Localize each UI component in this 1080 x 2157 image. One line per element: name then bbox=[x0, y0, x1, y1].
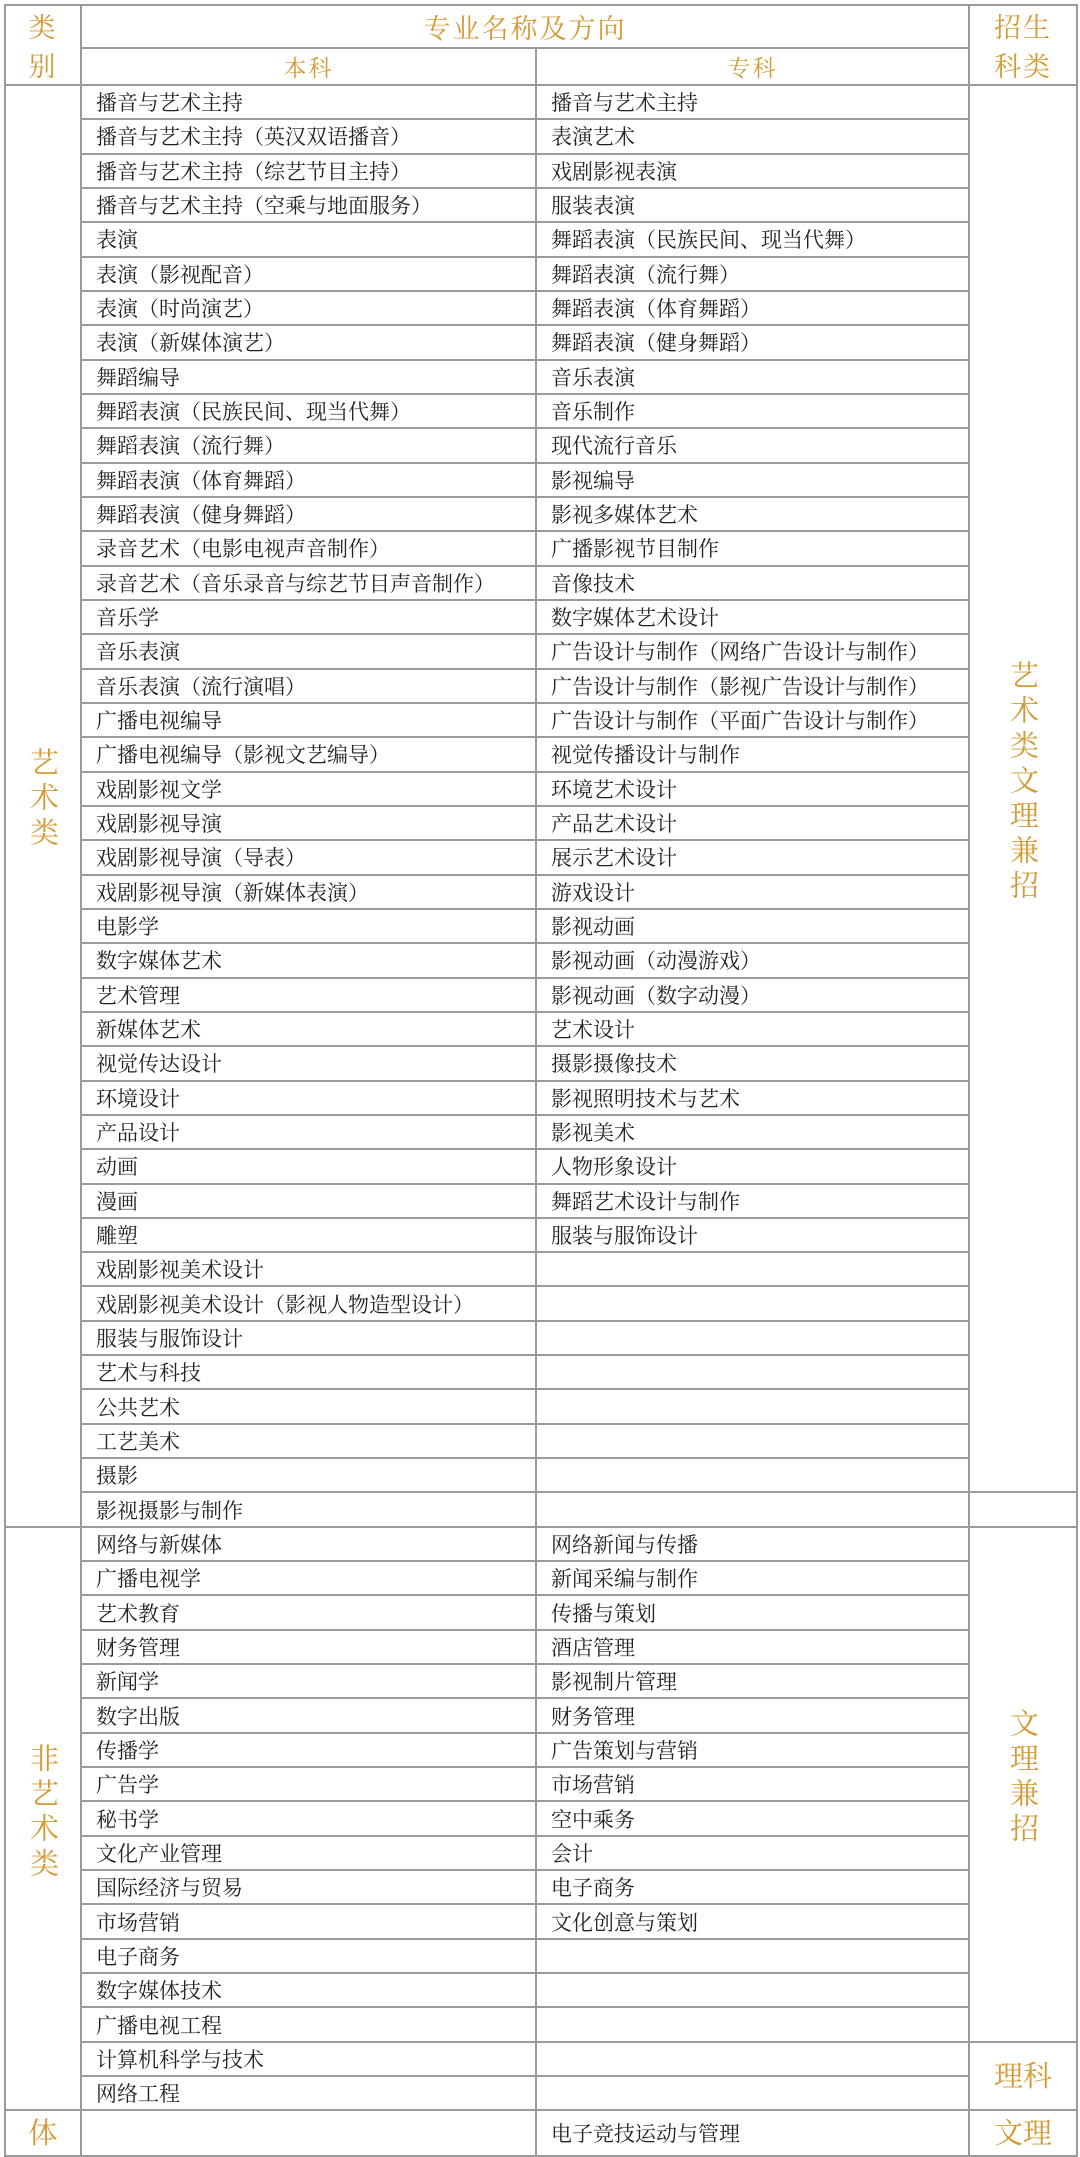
nonart-junior-item: 市场营销 bbox=[536, 1767, 969, 1801]
nonart-junior-item: 财务管理 bbox=[536, 1698, 969, 1732]
enroll-header-line1: 招生 bbox=[994, 13, 1052, 44]
nonart-junior-item bbox=[536, 2007, 969, 2041]
art-junior-item: 展示艺术设计 bbox=[536, 840, 969, 874]
nonart-undergrad-item: 新闻学 bbox=[81, 1664, 536, 1698]
art-undergrad-item: 戏剧影视文学 bbox=[81, 772, 536, 806]
nonart-undergrad-item: 财务管理 bbox=[81, 1630, 536, 1664]
art-junior-item: 影视动画（动漫游戏） bbox=[536, 943, 969, 977]
art-undergrad-item: 戏剧影视导演（导表） bbox=[81, 840, 536, 874]
art-junior-item: 影视多媒体艺术 bbox=[536, 497, 969, 531]
nonart-undergrad-item: 传播学 bbox=[81, 1733, 536, 1767]
art-junior-item: 音乐表演 bbox=[536, 360, 969, 394]
art-undergrad-item: 产品设计 bbox=[81, 1115, 536, 1149]
art-junior-item: 舞蹈表演（体育舞蹈） bbox=[536, 291, 969, 325]
art-undergrad-item: 漫画 bbox=[81, 1184, 536, 1218]
art-undergrad-item: 舞蹈编导 bbox=[81, 360, 536, 394]
art-undergrad-item: 环境设计 bbox=[81, 1081, 536, 1115]
art-undergrad-item: 戏剧影视美术设计 bbox=[81, 1252, 536, 1286]
art-junior-item: 数字媒体艺术设计 bbox=[536, 600, 969, 634]
art-undergrad-item: 舞蹈表演（民族民间、现当代舞） bbox=[81, 394, 536, 428]
art-junior-item: 产品艺术设计 bbox=[536, 806, 969, 840]
art-undergrad-item: 艺术管理 bbox=[81, 978, 536, 1012]
art-junior-item: 表演艺术 bbox=[536, 119, 969, 153]
nonart-junior-item: 空中乘务 bbox=[536, 1801, 969, 1835]
art-undergrad-item: 播音与艺术主持（空乘与地面服务） bbox=[81, 188, 536, 222]
nonart-junior-item bbox=[536, 2076, 969, 2110]
category-header-line2: 别 bbox=[28, 52, 58, 83]
art-junior-item: 视觉传播设计与制作 bbox=[536, 737, 969, 771]
nonart-undergrad-item: 市场营销 bbox=[81, 1904, 536, 1938]
art-undergrad-item: 音乐表演 bbox=[81, 634, 536, 668]
nonart-undergrad-item: 电子商务 bbox=[81, 1939, 536, 1973]
nonart-undergrad-item: 数字出版 bbox=[81, 1698, 536, 1732]
nonart-junior-item: 会计 bbox=[536, 1836, 969, 1870]
art-undergrad-item: 表演（影视配音） bbox=[81, 257, 536, 291]
art-undergrad-item: 广播电视编导 bbox=[81, 703, 536, 737]
sport-category: 体 bbox=[5, 2110, 81, 2156]
nonart-category bbox=[5, 1527, 81, 2111]
art-undergrad-item: 播音与艺术主持 bbox=[81, 85, 536, 119]
nonart-junior-item: 文化创意与策划 bbox=[536, 1904, 969, 1938]
art-undergrad-item: 戏剧影视导演（新媒体表演） bbox=[81, 875, 536, 909]
art-undergrad-item: 表演 bbox=[81, 222, 536, 256]
nonart-junior-item: 影视制片管理 bbox=[536, 1664, 969, 1698]
nonart-junior-item: 新闻采编与制作 bbox=[536, 1561, 969, 1595]
art-junior-item: 广告设计与制作（影视广告设计与制作） bbox=[536, 669, 969, 703]
nonart-undergrad-item: 艺术教育 bbox=[81, 1595, 536, 1629]
art-undergrad-item: 音乐学 bbox=[81, 600, 536, 634]
art-undergrad-item: 舞蹈表演（流行舞） bbox=[81, 428, 536, 462]
art-undergrad-item: 音乐表演（流行演唱） bbox=[81, 669, 536, 703]
art-junior-item: 舞蹈表演（民族民间、现当代舞） bbox=[536, 222, 969, 256]
enroll-header bbox=[969, 5, 1077, 85]
art-enroll-text: 艺术类文理兼招 bbox=[1006, 660, 1040, 906]
art-undergrad-item: 舞蹈表演（健身舞蹈） bbox=[81, 497, 536, 531]
art-junior-item: 舞蹈艺术设计与制作 bbox=[536, 1184, 969, 1218]
art-undergrad-item: 舞蹈表演（体育舞蹈） bbox=[81, 463, 536, 497]
art-undergrad-item: 播音与艺术主持（英汉双语播音） bbox=[81, 119, 536, 153]
art-junior-item: 影视动画 bbox=[536, 909, 969, 943]
art-undergrad-item: 服装与服饰设计 bbox=[81, 1321, 536, 1355]
art-junior-item bbox=[536, 1286, 969, 1320]
art-undergrad-item: 戏剧影视美术设计（影视人物造型设计） bbox=[81, 1286, 536, 1320]
art-junior-item: 音像技术 bbox=[536, 566, 969, 600]
nonart-undergrad-item: 秘书学 bbox=[81, 1801, 536, 1835]
art-undergrad-item: 表演（新媒体演艺） bbox=[81, 325, 536, 359]
art-junior-item: 环境艺术设计 bbox=[536, 772, 969, 806]
art-junior-item bbox=[536, 1321, 969, 1355]
art-undergrad-item: 电影学 bbox=[81, 909, 536, 943]
art-junior-item bbox=[536, 1252, 969, 1286]
art-junior-item: 摄影摄像技术 bbox=[536, 1046, 969, 1080]
art-junior-item bbox=[536, 1389, 969, 1423]
art-undergrad-item: 摄影 bbox=[81, 1458, 536, 1492]
art-enroll-empty bbox=[969, 1492, 1077, 1526]
art-category bbox=[5, 85, 81, 1527]
art-undergrad-item: 艺术与科技 bbox=[81, 1355, 536, 1389]
sport-enroll: 文理 bbox=[969, 2110, 1077, 2156]
art-junior-item: 广告设计与制作（平面广告设计与制作） bbox=[536, 703, 969, 737]
nonart-undergrad-item: 广播电视工程 bbox=[81, 2007, 536, 2041]
nonart-junior-item: 传播与策划 bbox=[536, 1595, 969, 1629]
nonart-enroll-main-text: 文理兼招 bbox=[1006, 1708, 1040, 1849]
art-junior-item: 现代流行音乐 bbox=[536, 428, 969, 462]
art-undergrad-item: 戏剧影视导演 bbox=[81, 806, 536, 840]
art-junior-item: 影视动画（数字动漫） bbox=[536, 978, 969, 1012]
art-junior-item bbox=[536, 1492, 969, 1526]
art-undergrad-item: 公共艺术 bbox=[81, 1389, 536, 1423]
nonart-junior-item: 网络新闻与传播 bbox=[536, 1527, 969, 1561]
art-undergrad-item: 动画 bbox=[81, 1149, 536, 1183]
nonart-junior-item bbox=[536, 2042, 969, 2076]
art-junior-item: 音乐制作 bbox=[536, 394, 969, 428]
sport-junior-item: 电子竞技运动与管理 bbox=[536, 2110, 969, 2156]
art-undergrad-item: 视觉传达设计 bbox=[81, 1046, 536, 1080]
nonart-undergrad-item: 计算机科学与技术 bbox=[81, 2042, 536, 2076]
nonart-undergrad-item: 网络工程 bbox=[81, 2076, 536, 2110]
art-enroll bbox=[969, 85, 1077, 1492]
art-junior-item bbox=[536, 1424, 969, 1458]
art-undergrad-item: 播音与艺术主持（综艺节目主持） bbox=[81, 154, 536, 188]
enroll-header-line2: 科类 bbox=[994, 52, 1052, 83]
art-junior-item: 播音与艺术主持 bbox=[536, 85, 969, 119]
art-junior-item: 戏剧影视表演 bbox=[536, 154, 969, 188]
undergrad-header: 本科 bbox=[81, 48, 536, 85]
art-junior-item: 舞蹈表演（健身舞蹈） bbox=[536, 325, 969, 359]
nonart-enroll-main bbox=[969, 1527, 1077, 2042]
sport-undergrad-item bbox=[81, 2110, 536, 2156]
nonart-undergrad-item: 广播电视学 bbox=[81, 1561, 536, 1595]
art-junior-item: 影视美术 bbox=[536, 1115, 969, 1149]
art-undergrad-item: 表演（时尚演艺） bbox=[81, 291, 536, 325]
art-junior-item: 影视编导 bbox=[536, 463, 969, 497]
nonart-junior-item: 酒店管理 bbox=[536, 1630, 969, 1664]
category-header bbox=[5, 5, 81, 85]
art-undergrad-item: 影视摄影与制作 bbox=[81, 1492, 536, 1526]
art-undergrad-item: 数字媒体艺术 bbox=[81, 943, 536, 977]
art-junior-item: 服装与服饰设计 bbox=[536, 1218, 969, 1252]
art-junior-item: 广播影视节目制作 bbox=[536, 531, 969, 565]
art-junior-item: 广告设计与制作（网络广告设计与制作） bbox=[536, 634, 969, 668]
nonart-junior-item: 广告策划与营销 bbox=[536, 1733, 969, 1767]
art-junior-item: 人物形象设计 bbox=[536, 1149, 969, 1183]
major-title-header: 专业名称及方向 bbox=[81, 5, 969, 48]
art-junior-item: 舞蹈表演（流行舞） bbox=[536, 257, 969, 291]
art-junior-item: 游戏设计 bbox=[536, 875, 969, 909]
nonart-category-text: 非艺术类 bbox=[26, 1742, 60, 1883]
art-junior-item: 艺术设计 bbox=[536, 1012, 969, 1046]
art-undergrad-item: 雕塑 bbox=[81, 1218, 536, 1252]
nonart-undergrad-item: 国际经济与贸易 bbox=[81, 1870, 536, 1904]
art-junior-item: 影视照明技术与艺术 bbox=[536, 1081, 969, 1115]
junior-header: 专科 bbox=[536, 48, 969, 85]
art-category-text: 艺术类 bbox=[26, 747, 60, 853]
major-table bbox=[4, 4, 1078, 2157]
art-junior-item bbox=[536, 1355, 969, 1389]
art-junior-item bbox=[536, 1458, 969, 1492]
art-undergrad-item: 工艺美术 bbox=[81, 1424, 536, 1458]
nonart-junior-item bbox=[536, 1973, 969, 2007]
art-undergrad-item: 广播电视编导（影视文艺编导） bbox=[81, 737, 536, 771]
nonart-undergrad-item: 网络与新媒体 bbox=[81, 1527, 536, 1561]
nonart-undergrad-item: 文化产业管理 bbox=[81, 1836, 536, 1870]
nonart-junior-item bbox=[536, 1939, 969, 1973]
art-undergrad-item: 录音艺术（电影电视声音制作） bbox=[81, 531, 536, 565]
art-junior-item: 服装表演 bbox=[536, 188, 969, 222]
category-header-line1: 类 bbox=[28, 13, 58, 44]
nonart-undergrad-item: 广告学 bbox=[81, 1767, 536, 1801]
nonart-undergrad-item: 数字媒体技术 bbox=[81, 1973, 536, 2007]
nonart-enroll-science: 理科 bbox=[969, 2042, 1077, 2111]
nonart-junior-item: 电子商务 bbox=[536, 1870, 969, 1904]
art-undergrad-item: 录音艺术（音乐录音与综艺节目声音制作） bbox=[81, 566, 536, 600]
art-undergrad-item: 新媒体艺术 bbox=[81, 1012, 536, 1046]
